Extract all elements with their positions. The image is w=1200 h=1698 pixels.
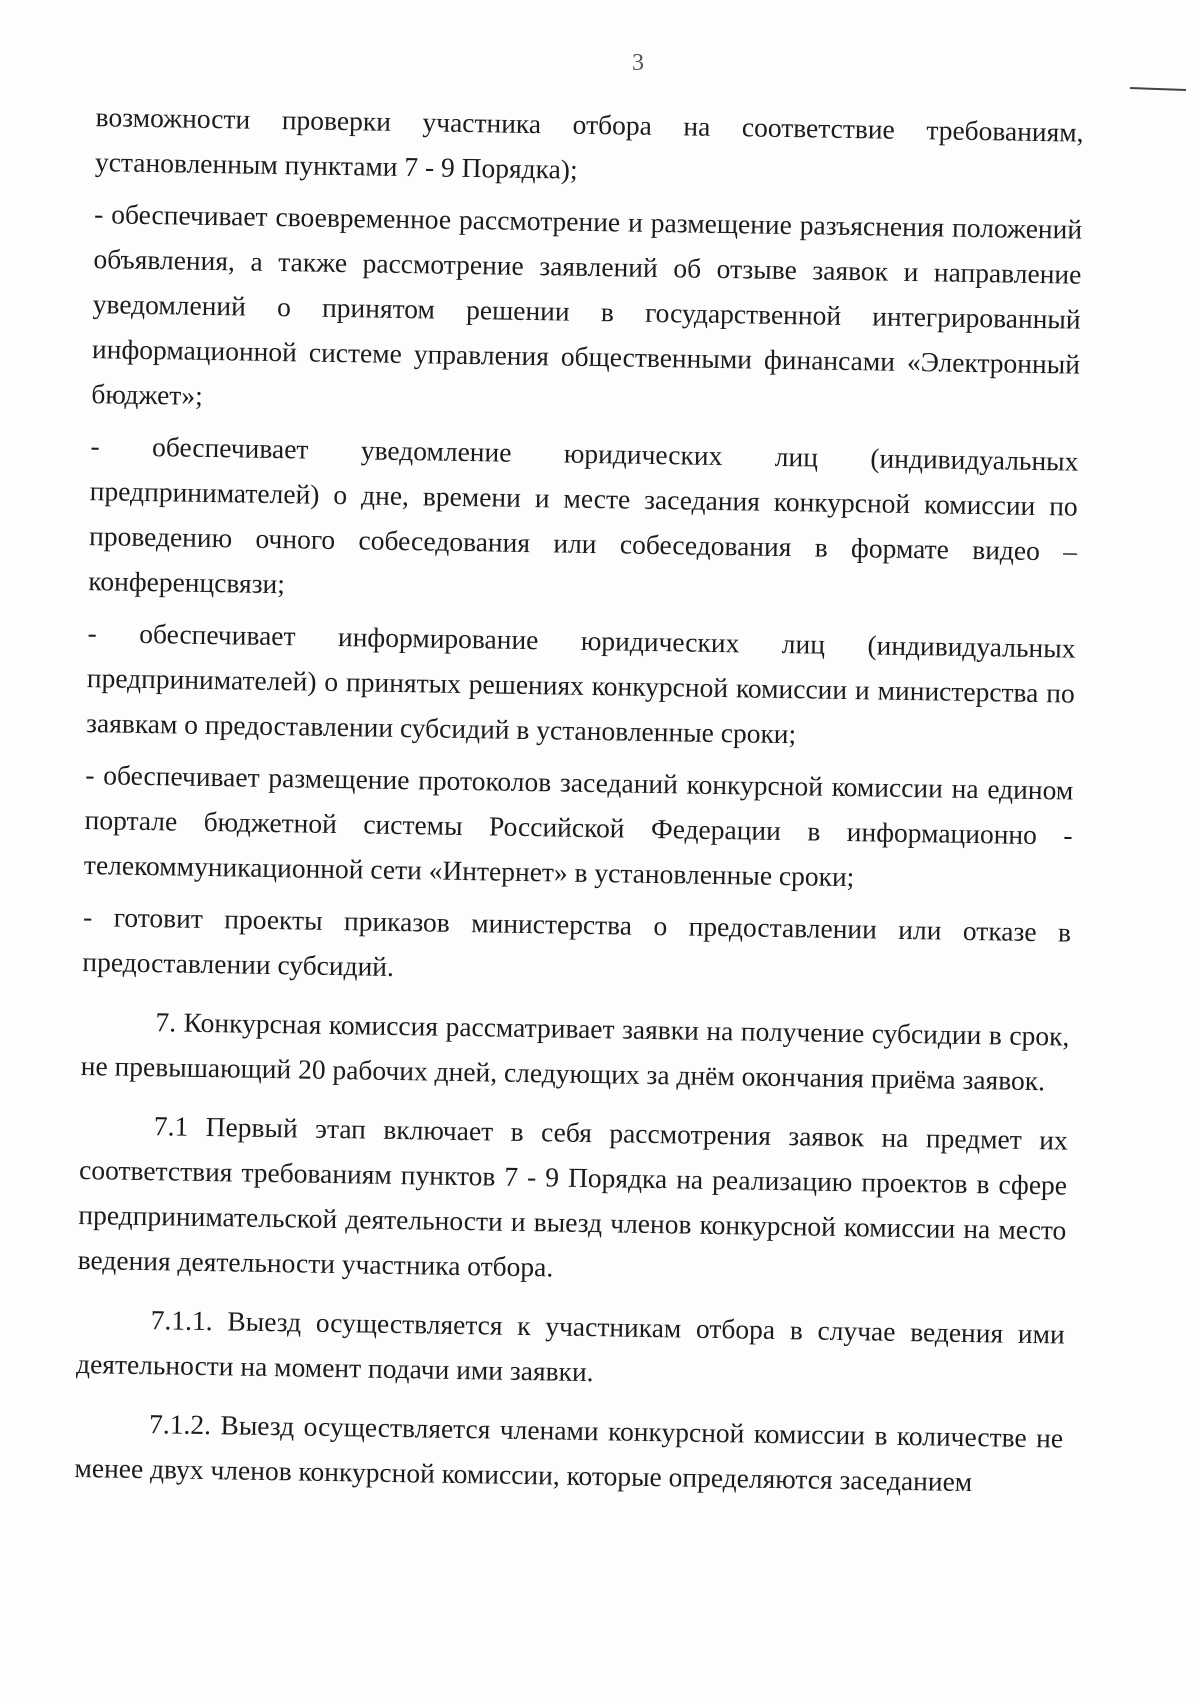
scan-mark bbox=[1130, 87, 1186, 91]
clause-7-1: 7.1 Первый этап включает в себя рассмотрения заявок на предмет их соответствия требованиям пунктов 7 - 9 Порядка на реализацию проектов в сфере предпринимательской деятельности и выезд членов конкурсной комиссии на место ведения деятельности участника отбора. bbox=[77, 1110, 1068, 1283]
document-body bbox=[74, 94, 1084, 1513]
clause-7-1-2: 7.1.2. Выезд осуществляется членами конкурсной комиссии в количестве не менее двух членов конкурсной комиссии, которые определяются заседанием bbox=[74, 1408, 1064, 1498]
list-item: - обеспечивает информирование юридических лиц (индивидуальных предпринимателей) о принятых решениях конкурсной комиссии и министерства по заявкам о предоставлении субсидий в установленные сроки; bbox=[85, 617, 1076, 750]
page-number: 3 bbox=[632, 50, 644, 76]
list-item: - обеспечивает уведомление юридических лиц (индивидуальных предпринимателей) о дне, времени и месте заседания конкурсной комиссии по проведению очного собеседования или собеседования в формате видео – конференцсвязи; bbox=[88, 430, 1079, 600]
list-item: - обеспечивает своевременное рассмотрение и размещение разъяснения положений объявления, а также рассмотрение заявлений об отзыве заявок и направление уведомлений о принятом решении в государственной интегрированный информационной системе управления общественными финансами «Электронный бюджет»; bbox=[91, 198, 1083, 411]
clause-7: 7. Конкурсная комиссия рассматривает заявки на получение субсидии в срок, не превышающий 20 рабочих дней, следующих за днём окончания приёма заявок. bbox=[80, 1006, 1070, 1097]
list-item: - обеспечивает размещение протоколов заседаний конкурсной комиссии на едином портале бюджетной системы Российской Федерации в информационно - телекоммуникационной сети «Интернет» в установленные сроки; bbox=[83, 759, 1074, 893]
list-item: - готовит проекты приказов министерства о предоставлении или отказе в предоставлении субсидий. bbox=[82, 901, 1072, 982]
paragraph-continuation: возможности проверки участника отбора на соответствие требованиям, установленным пунктами 7 - 9 Порядка); bbox=[94, 101, 1084, 185]
clause-7-1-1: 7.1.1. Выезд осуществляется к участникам отбора в случае ведения ими деятельности на момент подачи ими заявки. bbox=[75, 1304, 1065, 1388]
